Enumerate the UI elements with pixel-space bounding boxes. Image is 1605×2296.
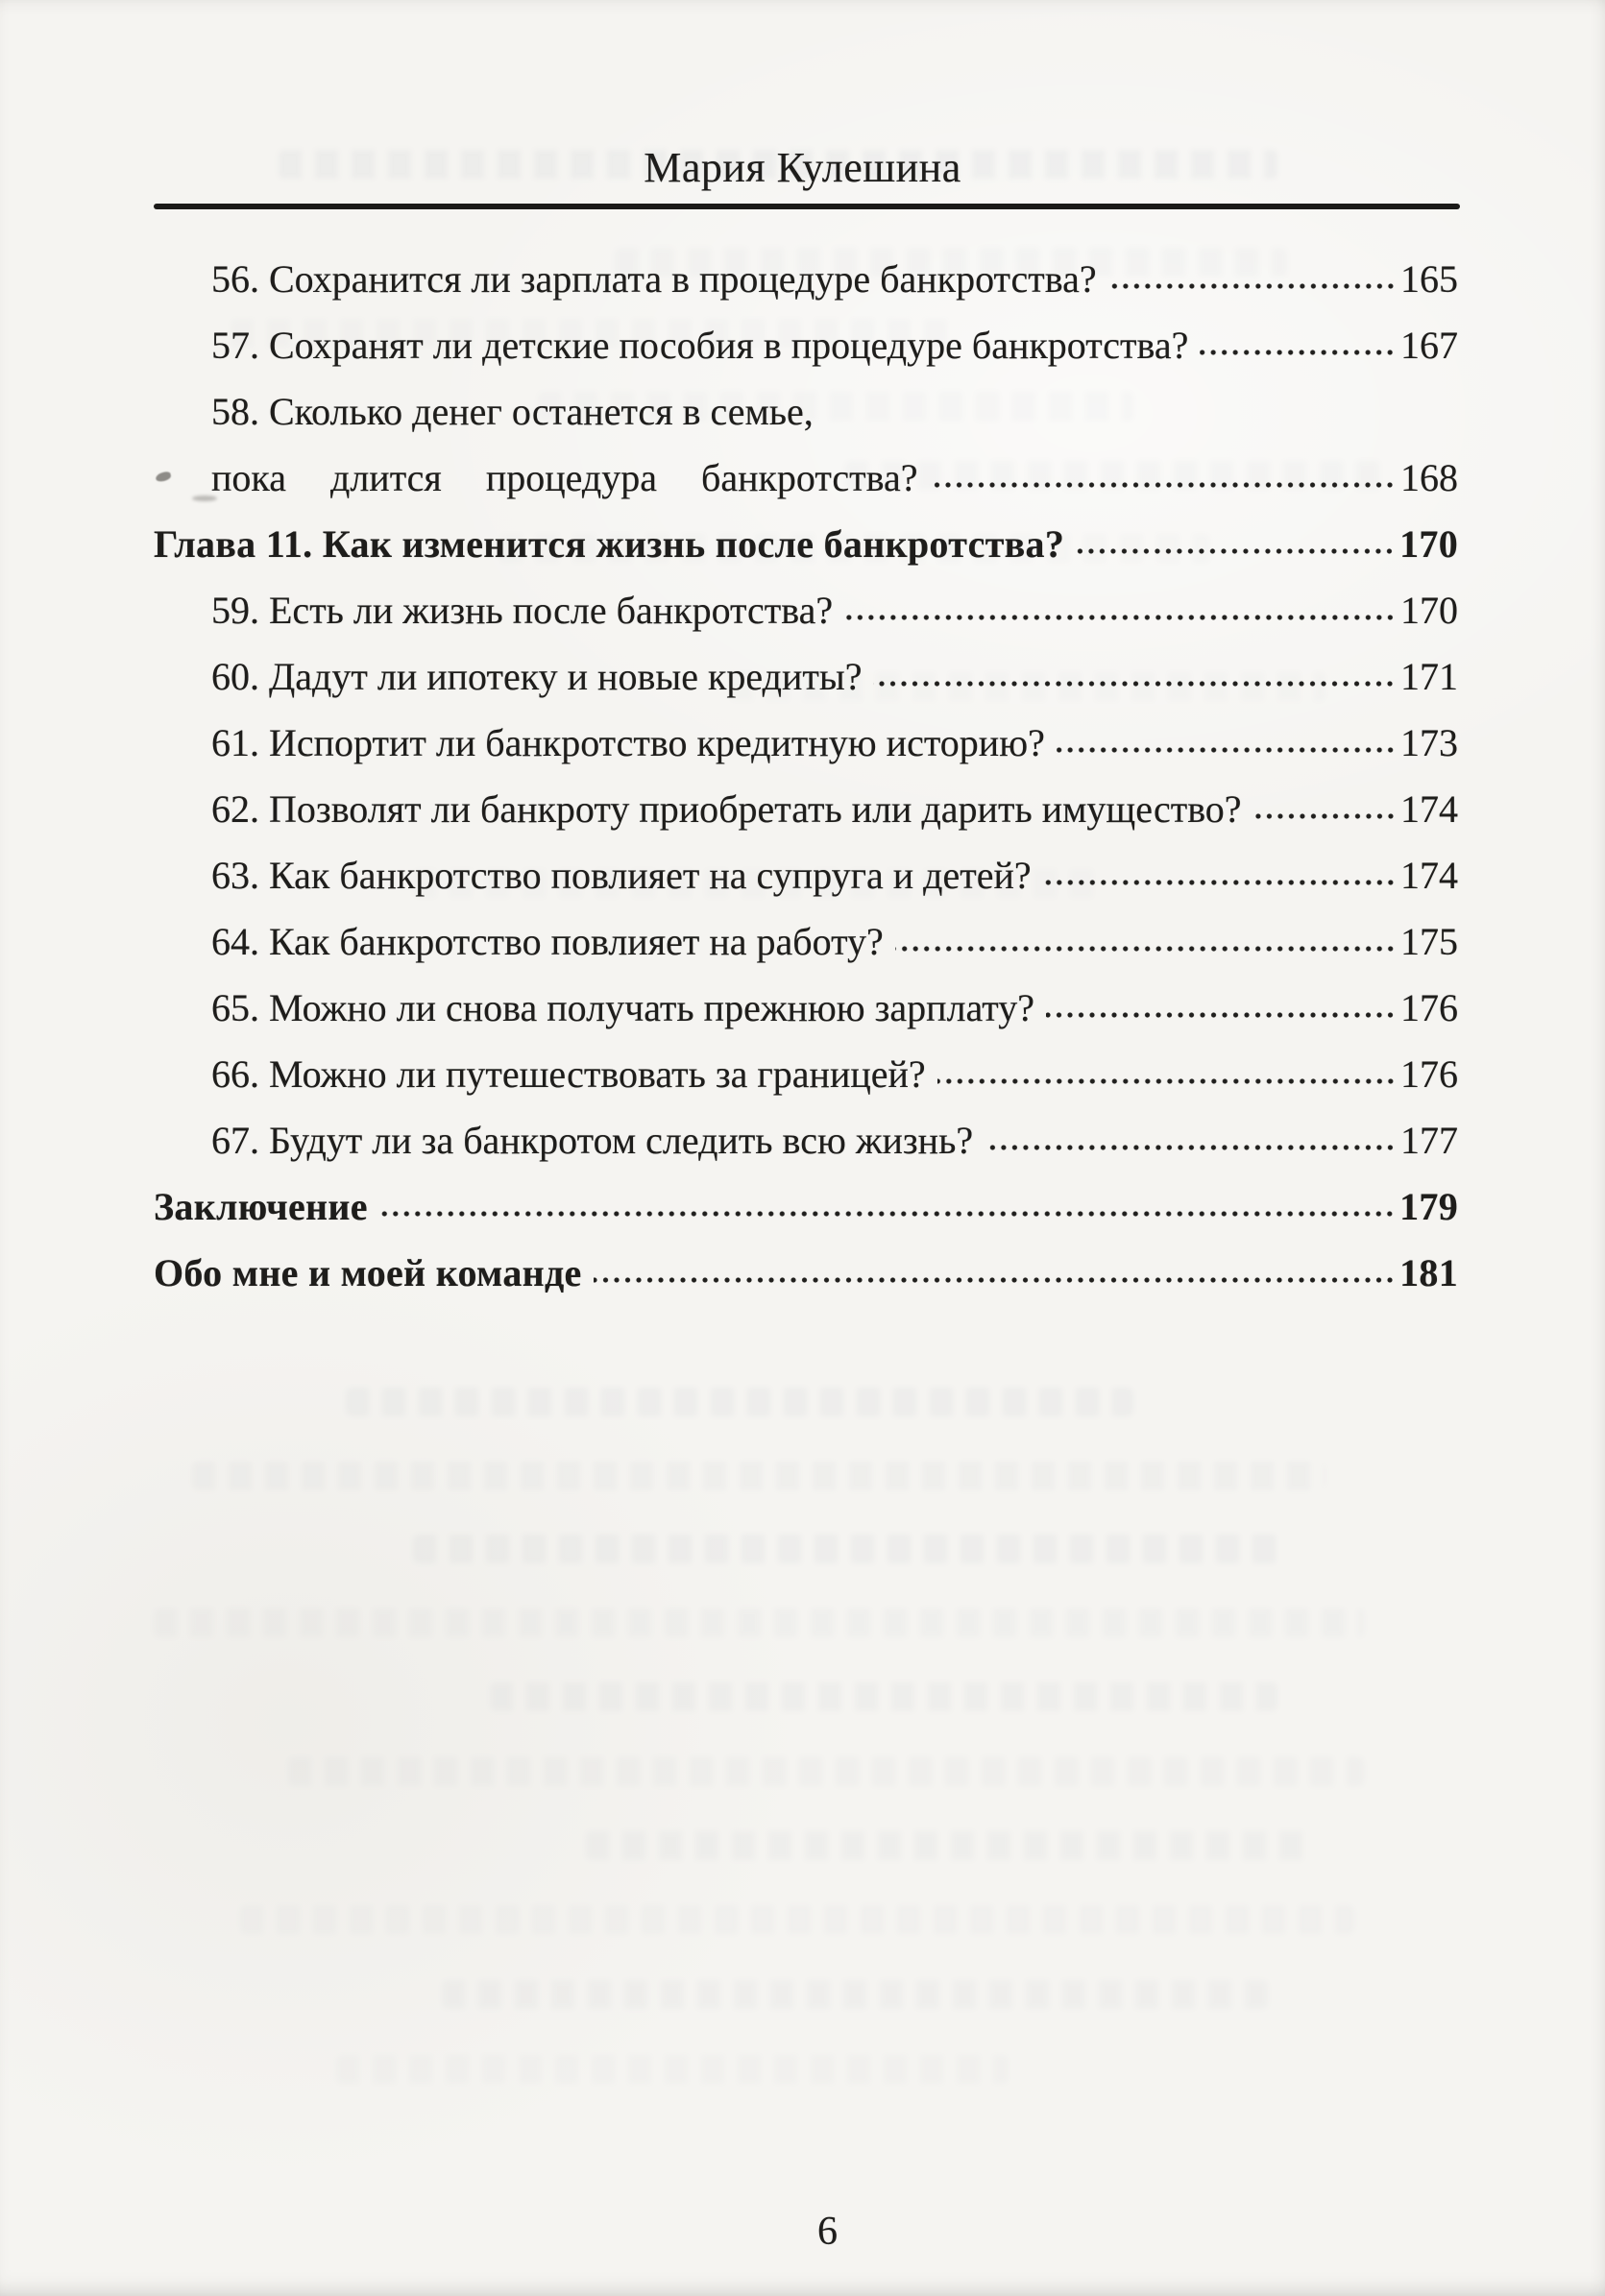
toc-entry-page: 170 [1400,589,1458,632]
dot-leader [1253,811,1397,822]
toc-row [154,1041,1458,1107]
toc-row [154,842,1458,908]
dot-leader [1046,1010,1397,1021]
bleed-through-smudge [346,1388,1133,1416]
dot-leader [1043,878,1397,888]
toc-entry-label: 59. Есть ли жизнь после банкротства? [211,589,834,632]
toc-entry-label: Заключение [154,1185,368,1228]
toc-entry-page: 176 [1400,1052,1458,1096]
dot-leader [1200,348,1397,358]
dot-leader [379,1209,1396,1220]
bleed-through-smudge [192,1462,1325,1490]
toc-entry-page: 176 [1400,986,1458,1029]
toc-row [154,577,1458,643]
toc-entry-label: 61. Испортит ли банкротство кредитную историю? [211,721,1045,764]
toc-row [154,445,1458,511]
toc-entry-label: 64. Как банкротство повлияет на работу? [211,920,884,963]
dot-leader [844,613,1397,623]
dot-leader [1108,281,1397,292]
toc-entry-label: 67. Будут ли за банкротом следить всю жизнь? [211,1119,974,1162]
toc-entry-label: Обо мне и моей команде [154,1251,582,1294]
bleed-through-smudge [442,1980,1268,2009]
toc-entry-page: 174 [1400,787,1458,831]
toc-row [154,710,1458,776]
toc-entry-label: 66. Можно ли путешествовать за границей? [211,1052,926,1096]
toc-row [154,908,1458,975]
toc-entry-page: 179 [1399,1185,1458,1228]
dot-leader [895,944,1397,955]
dot-leader [1057,745,1397,756]
dot-leader [937,1076,1397,1087]
toc-entry-label: 57. Сохранят ли детские пособия в процедуре банкротства? [211,324,1189,367]
toc-row [154,511,1458,577]
toc-entry-label: 60. Дадут ли ипотеку и новые кредиты? [211,655,863,698]
toc-entry-label: Глава 11. Как изменится жизнь после банкротства? [154,522,1065,566]
dot-leader [873,679,1397,689]
toc-row [154,643,1458,710]
toc-entry-page: 170 [1399,522,1458,566]
dot-leader [985,1143,1397,1153]
toc-entry-page: 168 [1400,456,1458,499]
bleed-through-smudge [240,1905,1354,1934]
page-number: 6 [817,2210,838,2254]
toc-entry-label: 58. Сколько денег останется в семье, [211,390,814,433]
toc-row [154,1240,1458,1306]
toc-entry-page: 181 [1399,1251,1458,1294]
running-header: Мария Кулешина [644,144,961,191]
toc-entry-page: 171 [1400,655,1458,698]
toc-entry-page: 165 [1400,257,1458,301]
dot-leader [1076,546,1396,557]
bleed-through-smudge [154,1608,1364,1637]
bleed-through-smudge [490,1682,1277,1711]
toc-row [154,776,1458,842]
dot-leader [929,480,1397,491]
toc-entry-page: 177 [1400,1119,1458,1162]
bleed-through-smudge [288,1757,1364,1786]
toc-entry-label: пока длится процедура банкротства? [211,456,918,499]
toc-entry-label: 56. Сохранится ли зарплата в процедуре банкротства? [211,257,1097,301]
toc-row [154,246,1458,312]
bleed-through-smudge [586,1831,1316,1860]
table-of-contents [154,246,1458,1306]
toc-entry-page: 167 [1400,324,1458,367]
toc-row [154,378,1458,445]
header-rule [154,204,1460,209]
bleed-through-smudge [413,1535,1277,1563]
toc-entry-page: 174 [1400,854,1458,897]
dot-leader [594,1275,1397,1286]
toc-row [154,312,1458,378]
toc-row [154,1173,1458,1240]
toc-entry-page: 173 [1400,721,1458,764]
bleed-through-smudge [336,2055,1009,2084]
toc-entry-page: 175 [1400,920,1458,963]
toc-entry-label: 65. Можно ли снова получать прежнюю зарплату? [211,986,1034,1029]
toc-row [154,975,1458,1041]
toc-entry-label: 62. Позволят ли банкроту приобретать или дарить имущество? [211,787,1242,831]
toc-entry-label: 63. Как банкротство повлияет на супруга и детей? [211,854,1032,897]
toc-row [154,1107,1458,1173]
